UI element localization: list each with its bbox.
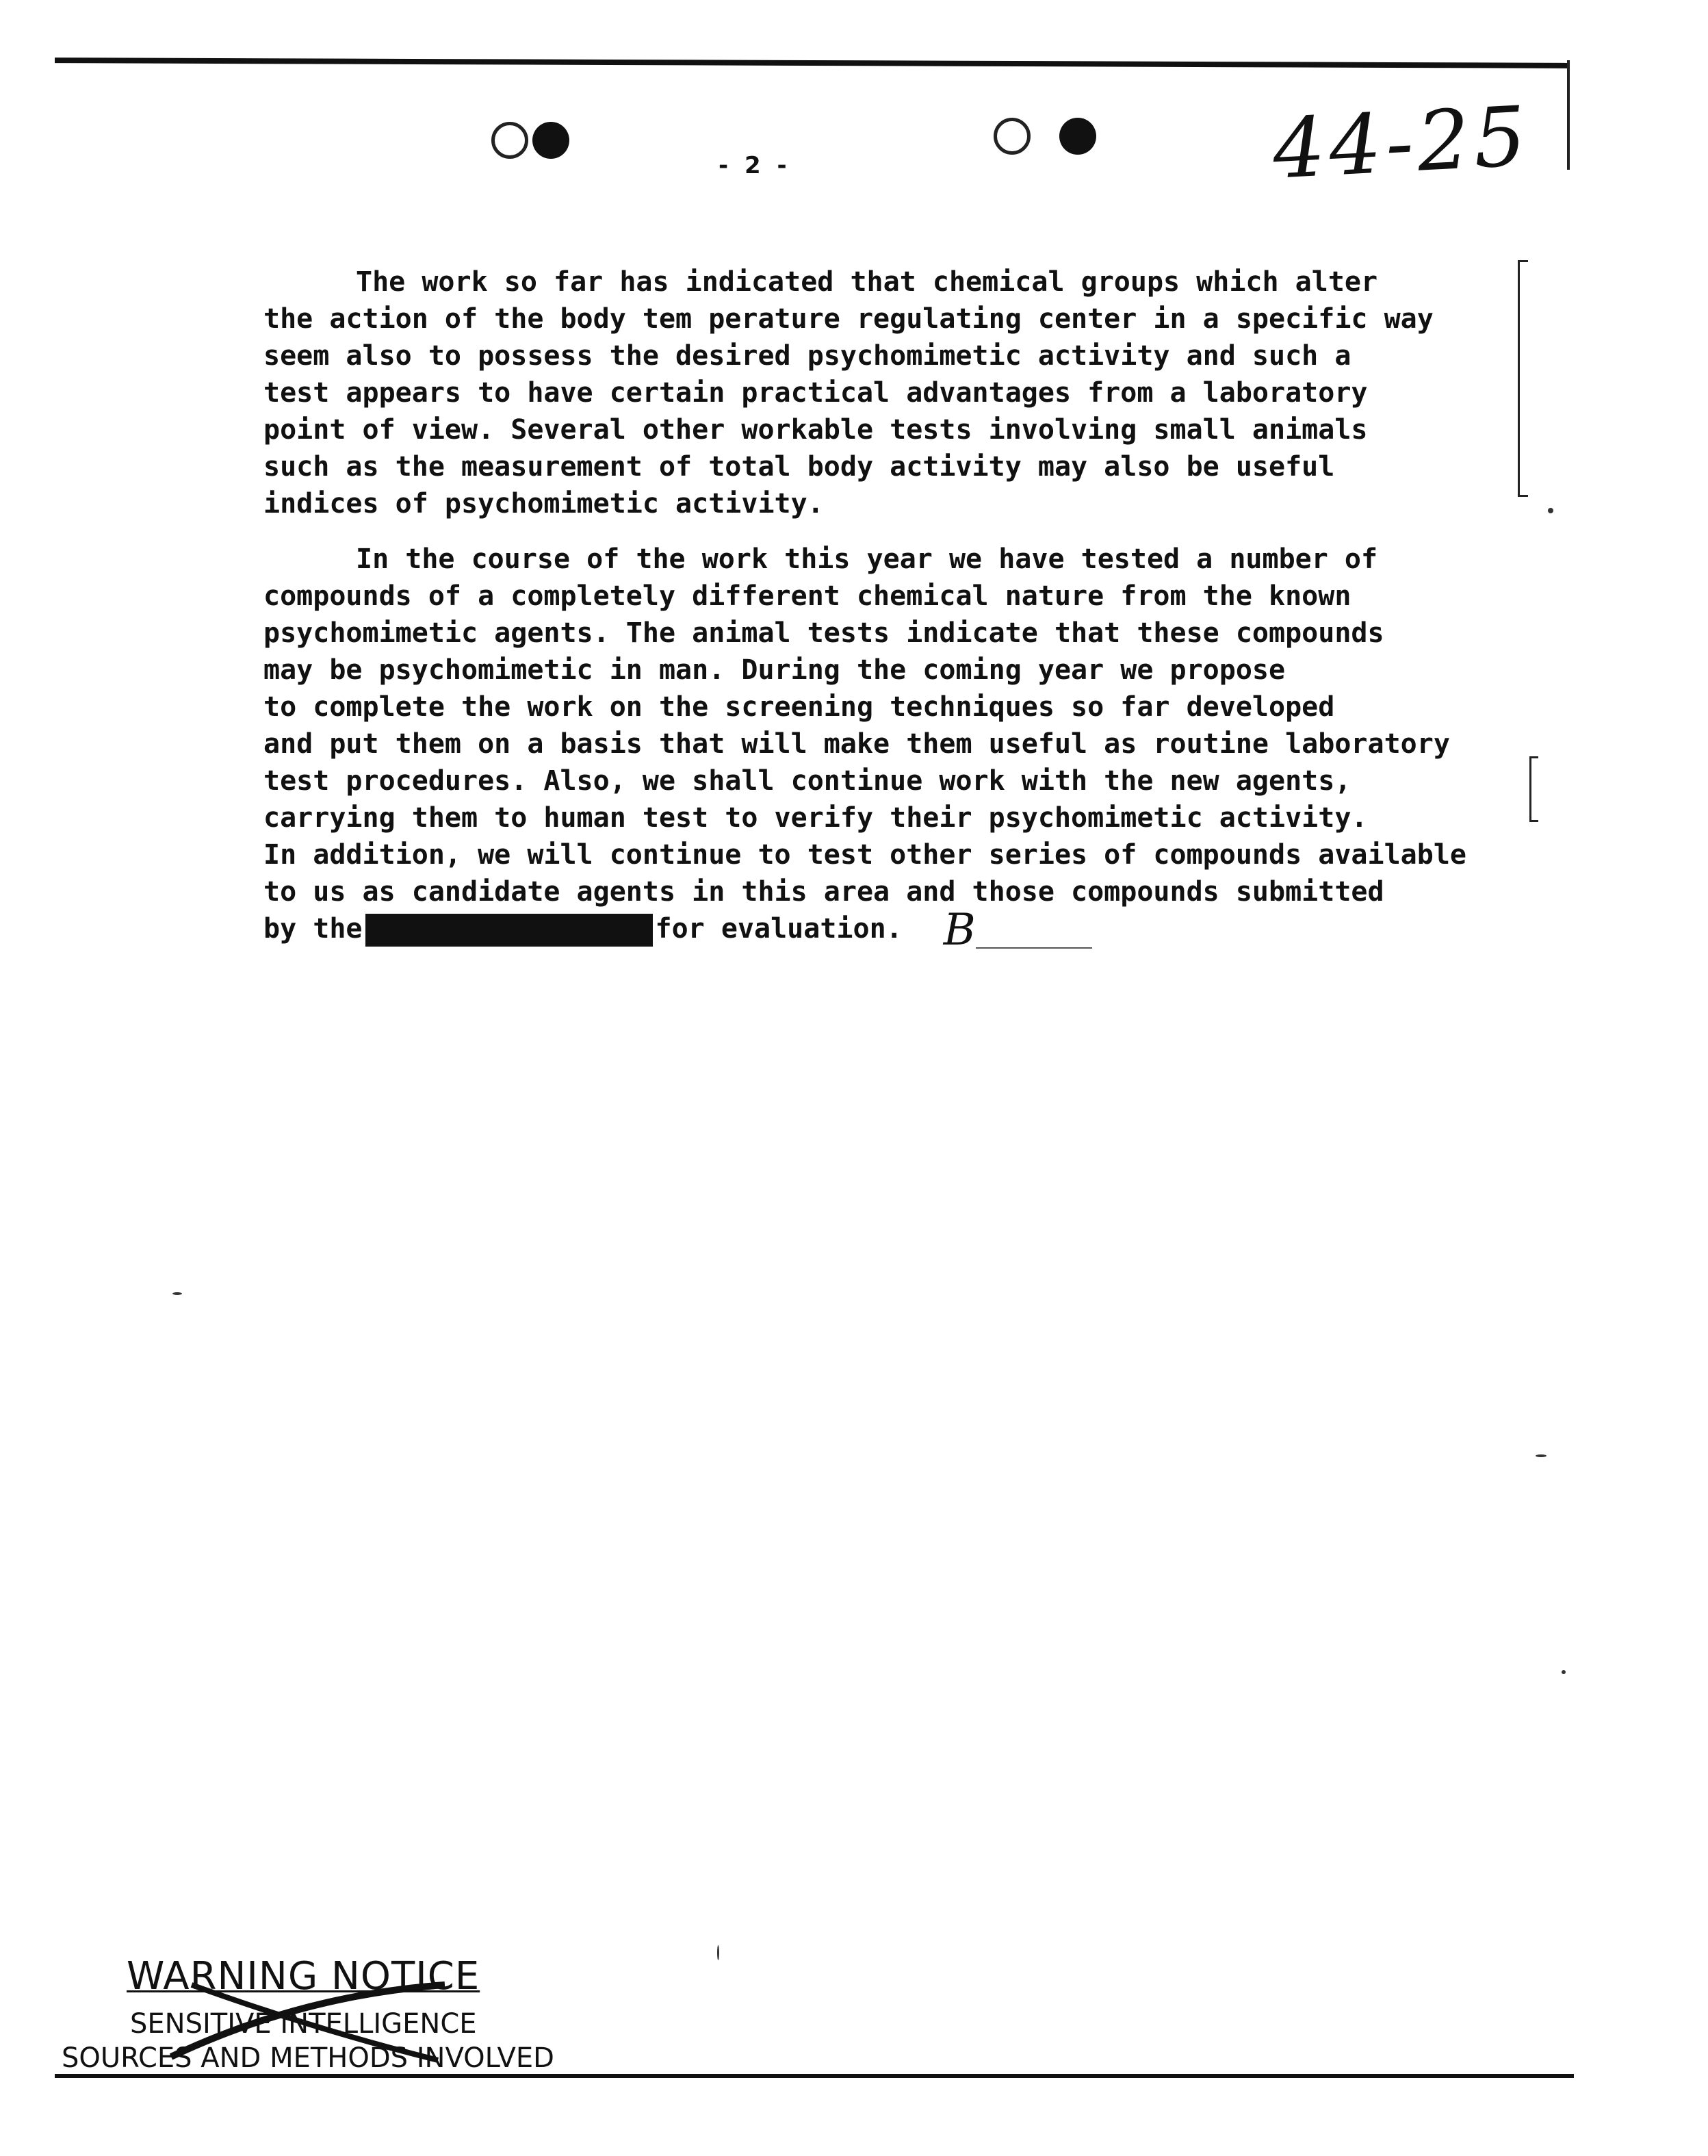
text-after-redaction: for evaluation. — [655, 913, 903, 945]
paragraph-line: may be psychomimetic in man. During the coming year we propose — [263, 654, 1286, 686]
paragraph-line: point of view. Several other workable tests involving small animals — [263, 414, 1368, 446]
paragraph-line: The work so far has indicated that chemical groups which alter — [356, 266, 1378, 298]
scan-speck — [172, 1292, 182, 1295]
punch-hole-filled-right — [1059, 118, 1096, 155]
margin-bracket-mark-2 — [1529, 756, 1538, 822]
paragraph-line: test procedures. Also, we shall continue work with the new agents, — [263, 765, 1351, 797]
paragraph-1 — [263, 264, 1434, 522]
paragraph-line: compounds of a completely different chemical nature from the known — [263, 580, 1351, 612]
stamp-line-2: SENSITIVE INTELLIGENCE — [130, 2008, 477, 2040]
paragraph-last-line — [263, 905, 1427, 955]
paragraph-line: indices of psychomimetic activity. — [263, 488, 824, 519]
paragraph-line: carrying them to human test to verify their psychomimetic activity. — [263, 802, 1368, 834]
punch-hole-open-right — [994, 118, 1031, 155]
paragraph-line: to complete the work on the screening techniques so far developed — [263, 691, 1335, 723]
bottom-border-line — [55, 2074, 1574, 2078]
paragraph-line: In the course of the work this year we have tested a number of — [356, 543, 1378, 575]
paragraph-line: to us as candidate agents in this area and those compounds submitted — [263, 876, 1384, 908]
punch-hole-open-left — [491, 122, 528, 159]
paragraph-line: seem also to possess the desired psychomimetic activity and such a — [263, 340, 1351, 372]
punch-hole-filled-left — [532, 122, 569, 159]
right-border-line — [1567, 60, 1570, 170]
scan-speck — [1548, 508, 1553, 513]
text-before-redaction: by the — [263, 913, 363, 945]
redaction-block — [365, 914, 653, 947]
paragraph-line: and put them on a basis that will make them useful as routine laboratory — [263, 728, 1450, 760]
scan-speck — [1562, 1670, 1566, 1674]
stamp-title: WARNING NOTICE — [127, 1954, 480, 1999]
top-border-line — [55, 57, 1567, 68]
handwritten-annotation: B — [943, 905, 976, 955]
paragraph-line: test appears to have certain practical advantages from a laboratory — [263, 377, 1368, 409]
stamp-line-3: SOURCES AND METHODS INVOLVED — [62, 2042, 554, 2074]
scan-speck — [717, 1945, 719, 1960]
paragraph-line: In addition, we will continue to test other series of compounds available — [263, 839, 1466, 871]
page-number: - 2 - — [719, 152, 791, 179]
margin-bracket-mark — [1518, 260, 1528, 497]
handwritten-reference-number: 44-25 — [1270, 89, 1533, 198]
paragraph-line: the action of the body tem perature regulating center in a specific way — [263, 303, 1434, 335]
annotation-underline — [976, 947, 1092, 949]
warning-notice-stamp — [62, 1954, 554, 2074]
paragraph-line: such as the measurement of total body activity may also be useful — [263, 451, 1335, 483]
paragraph-line: psychomimetic agents. The animal tests indicate that these compounds — [263, 617, 1384, 649]
paragraph-2 — [263, 541, 1466, 955]
scan-speck — [1536, 1454, 1547, 1457]
